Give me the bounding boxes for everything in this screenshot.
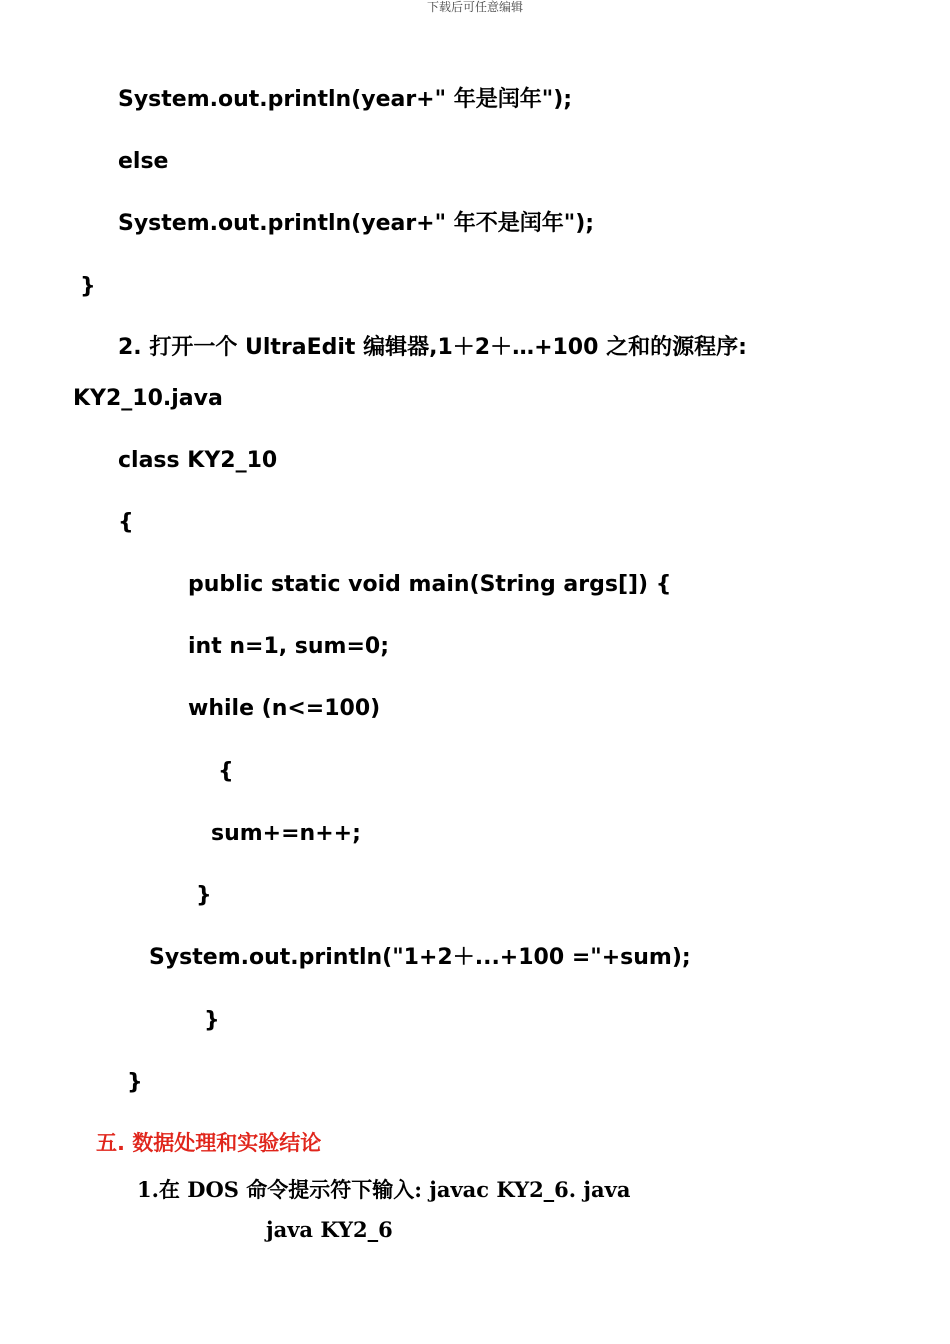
- step-text: 1.在 DOS 命令提示符下输入: javac KY2_6. java: [137, 1177, 631, 1202]
- code-line: }: [80, 274, 96, 299]
- code-line: System.out.println("1+2＋...+100 ="+sum);: [149, 945, 691, 970]
- code-line: System.out.println(year+" 年是闰年");: [118, 87, 573, 112]
- code-line: int n=1, sum=0;: [188, 634, 390, 659]
- task-filename: KY2_10.java: [73, 386, 223, 411]
- code-line: sum+=n++;: [211, 821, 361, 846]
- code-line: class KY2_10: [118, 448, 278, 473]
- code-line: while (n<=100): [188, 696, 381, 721]
- code-line: {: [218, 759, 234, 784]
- code-line: }: [196, 883, 212, 908]
- page-header-note: 下载后可任意编辑: [426, 0, 523, 14]
- code-line: {: [118, 510, 134, 535]
- section-heading: 五. 数据处理和实验结论: [96, 1131, 322, 1155]
- code-line: }: [204, 1008, 220, 1033]
- step-text-continued: java KY2_6: [266, 1217, 393, 1242]
- code-line: public static void main(String args[]) {: [188, 572, 672, 597]
- code-line: System.out.println(year+" 年不是闰年");: [118, 211, 595, 236]
- code-line: else: [118, 149, 169, 174]
- task-description: 2. 打开一个 UltraEdit 编辑器,1＋2＋…+100 之和的源程序:: [118, 335, 747, 360]
- code-line: }: [127, 1070, 143, 1095]
